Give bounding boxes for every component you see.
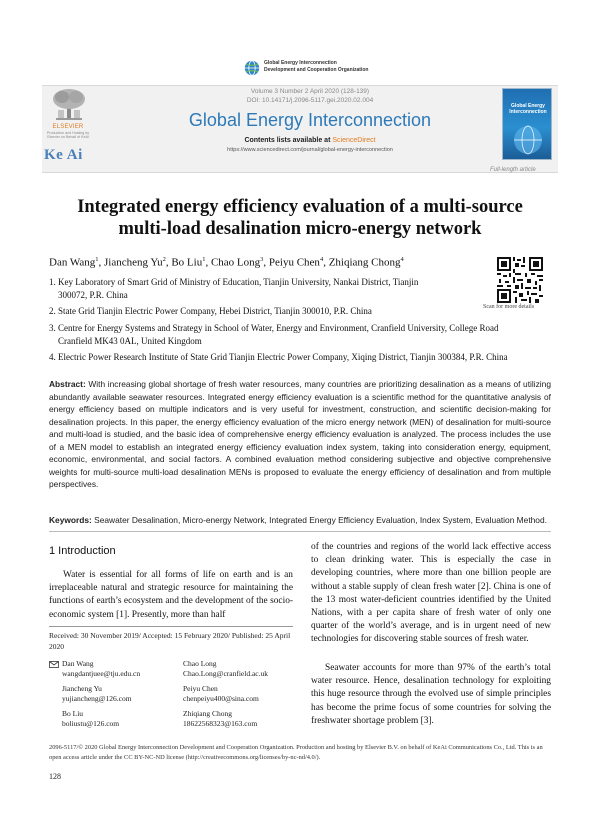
society-name-line2: Development and Cooperation Organization (264, 67, 369, 73)
abstract-label: Abstract: (49, 379, 86, 389)
abstract-text: With increasing global shortage of fresh water resources, many countries are prioritizing desalination as a means of utilizing abundantly available seawater resources. Integrated energy efficiency evaluation is a scientific method for the quantitative analysis of energy efficiency based on multiple indicators and is very useful for investment, construction, and scientific decision-making for desalination projects. In this paper, the energy efficiency evaluation of the micro energy network (MEN) of desalination for multi-source and multi-load is studied, and the basic idea of comprehensive energy efficiency evaluation is analyzed. The process includes the use of a MEN model to establish an integrated energy efficiency evaluation index system, taking into consideration energy, equipment, economic, environmental, and social factors. A combined evaluation method considering subjective and objective comprehensive weights for multi-source multi-load desalination MENs is proposed to evaluate the energy efficiency of desalination and from multiple perspectives. (49, 379, 551, 489)
contact-name: Zhiqiang Chong (183, 709, 232, 718)
journal-title: Global Energy Interconnection (188, 110, 432, 130)
contact-email[interactable]: 18622568323@163.com (183, 719, 258, 728)
author-affiliation-mark: 4 (400, 256, 404, 263)
mail-icon (49, 661, 59, 668)
author-name: Chao Long (210, 256, 261, 269)
author-name: Dan Wang (49, 256, 96, 269)
author-contact-jiancheng-yu (62, 684, 132, 704)
affiliation-line: 300072, P.R. China (58, 290, 128, 300)
contact-name: Bo Liu (62, 709, 84, 718)
affiliation-line: Cranfield MK43 0AL, United Kingdom (58, 336, 202, 346)
intro-paragraph-left: Water is essential for all forms of life on earth and is an irreplaceable natural and strategic resource for maintaining the functions of earth’s ecosystem and the development of the socio-economic system [1]. Presently, more than half (49, 570, 293, 620)
affiliation-line: 2. State Grid Tianjin Electric Power Company, Hebei District, Tianjin 300010, P.R. China (49, 306, 372, 316)
globe-icon (244, 60, 260, 76)
paper-title (40, 196, 560, 240)
author-contact-chao-long (183, 659, 268, 679)
contact-email[interactable]: boliustu@126.com (62, 719, 120, 728)
contents-available (160, 137, 460, 144)
elsevier-hosting-note: Production and Hosting by Elsevier on Behalf of KeAi (46, 131, 90, 140)
contact-name: Dan Wang (62, 659, 94, 668)
keywords-label: Keywords: (49, 515, 92, 525)
author-name: Zhiqiang Chong (328, 256, 401, 269)
section-divider (49, 531, 551, 532)
intro-paragraph-right-1: of the countries and regions of the world lack effective access to clean drinking water. This is especially the case in developing countries, where more than one billion people are without a stable supply of clean fresh water [2]. China is one of the 13 most water-deficient countries identified by the United Nations, with a per capita share of fresh water of only one quarter of the world’s average, and is in urgent need of new technologies for discovering stable sources of fresh water. (311, 542, 551, 645)
contact-email[interactable]: Chao.Long@cranfield.ac.uk (183, 669, 269, 678)
qr-code-icon[interactable] (497, 257, 543, 303)
elsevier-wordmark: ELSEVIER (52, 124, 84, 130)
author-name: Bo Liu (171, 256, 203, 269)
volume-info: Volume 3 Number 2 April 2020 (128-139) (250, 88, 370, 95)
contact-name: Chao Long (183, 659, 217, 668)
paper-title-line1: Integrated energy efficiency evaluation of a multi-source (77, 197, 523, 217)
society-logo (244, 58, 374, 80)
elsevier-tree-icon (50, 88, 88, 122)
journal-cover-thumbnail (502, 88, 552, 160)
author-contact-zhiqiang-chong (183, 709, 257, 729)
affiliation-1 (49, 276, 418, 302)
article-type-label: Full-length article (490, 167, 536, 173)
author-contact-dan-wang (62, 659, 140, 679)
affiliation-2 (49, 305, 372, 318)
affiliation-line: 1. Key Laboratory of Smart Grid of Ministry of Education, Tianjin University, Nankai District, Tianjin (49, 277, 419, 287)
qr-caption: Scan for more details (483, 304, 535, 310)
contact-name: Jiancheng Yu (62, 684, 102, 693)
section-heading-introduction: 1 Introduction (49, 545, 116, 557)
doi[interactable]: DOI: 10.14171/j.2096-5117.gei.2020.02.004 (246, 97, 374, 104)
author-affiliation-mark: 1 (202, 256, 206, 263)
affiliation-4 (49, 351, 508, 364)
cover-globe-icon (511, 123, 545, 157)
author-name: Jiancheng Yu (104, 256, 163, 269)
footnote-divider (49, 626, 293, 627)
author-affiliation-mark: 1 (95, 256, 99, 263)
received-dates: Received: 30 November 2019/ Accepted: 15 February 2020/ Published: 25 April 2020 (49, 631, 291, 651)
author-list: Dan Wang$^1$, Jiancheng Yu$^2$, Bo Liu$^1$, Chao Long$^3$, Peiyu Chen$^4$, Zhiqiang Chong$^4$ (49, 256, 404, 269)
author-contact-bo-liu (62, 709, 119, 729)
keywords-text: Seawater Desalination, Micro-energy Network, Integrated Energy Efficiency Evaluation, Index System, Evaluation Method. (94, 515, 547, 525)
author-name: Peiyu Chen (268, 256, 320, 269)
affiliation-line: 3. Centre for Energy Systems and Strategy in School of Water, Energy and Environment, Cranfield University, College Road (49, 323, 499, 333)
contact-email[interactable]: yujiancheng@126.com (62, 694, 132, 703)
author-affiliation-mark: 4 (319, 256, 324, 263)
abstract (49, 378, 551, 491)
affiliation-3 (49, 322, 499, 348)
affiliation-line: 4. Electric Power Research Institute of State Grid Tianjin Electric Power Company, Xiqing District, Tianjin 300384, P.R. China (49, 352, 508, 362)
author-affiliation-mark: 3 (260, 256, 264, 263)
sciencedirect-link[interactable]: ScienceDirect (332, 137, 376, 144)
society-name-line1: Global Energy Interconnection (264, 60, 337, 66)
journal-url[interactable]: https://www.sciencedirect.com/journal/global-energy-interconnection (227, 147, 393, 153)
copyright-notice: 2096-5117/© 2020 Global Energy Interconnection Development and Cooperation Organization. Production and hosting by Elsevier B.V. on behalf of KeAi Communications Co., Ltd. This is an open access article under the CC BY-NC-ND license (http://creativecommons.org/licenses/by-nc-nd/4.0/). (49, 744, 543, 761)
author-contact-peiyu-chen (183, 684, 259, 704)
contact-email[interactable]: chenpeiyu400@sina.com (183, 694, 259, 703)
contact-email[interactable]: wangdantjuee@tju.edu.cn (62, 669, 141, 678)
paper-title-line2: multi-load desalination micro-energy network (118, 219, 482, 239)
keywords (49, 515, 569, 525)
page-number: 128 (49, 772, 61, 781)
intro-paragraph-right-2: Seawater accounts for more than 97% of the earth’s total water resource. Hence, desalination technology for exploiting this huge resource through the evolved use of simple principles has become the prime focus of some countries for solving the freshwater shortage problem [3]. (311, 663, 551, 726)
author-affiliation-mark: 2 (162, 256, 166, 263)
contents-prefix: Contents lists available at (244, 137, 333, 144)
keai-logo: Ke Ai (44, 147, 83, 163)
contact-name: Peiyu Chen (183, 684, 218, 693)
cover-title: Global Energy Interconnection (509, 103, 547, 115)
